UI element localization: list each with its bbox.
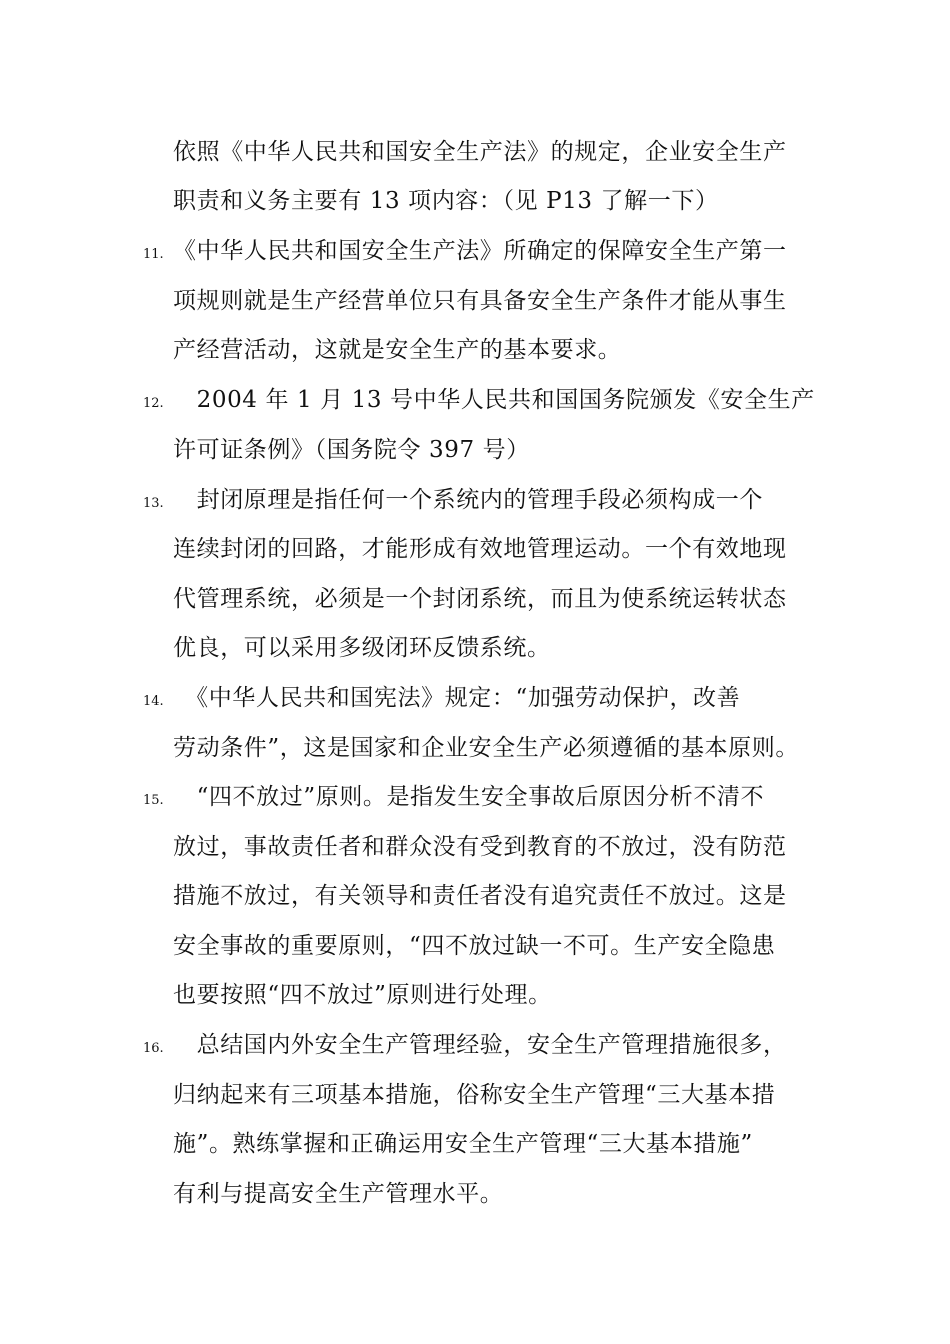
item-line: 连续封闭的回路，才能形成有效地管理运动。一个有效地现	[173, 536, 787, 562]
item-number: 16.	[143, 1041, 164, 1056]
item-line: 归纳起来有三项基本措施，俗称安全生产管理“三大基本措	[173, 1082, 776, 1108]
item-line: 劳动条件”，这是国家和企业安全生产必须遵循的基本原则。	[173, 735, 799, 761]
item-line: 产经营活动，这就是安全生产的基本要求。	[173, 337, 622, 363]
item-number: 13.	[143, 496, 164, 511]
item-number: 11.	[143, 247, 164, 262]
item-line: 封闭原理是指任何一个系统内的管理手段必须构成一个	[173, 487, 763, 513]
item-number: 15.	[143, 793, 164, 808]
item-line: 施”。熟练掌握和正确运用安全生产管理“三大基本措施”	[173, 1131, 753, 1157]
intro-line: 职责和义务主要有 13 项内容：（见 P13 了解一下）	[173, 188, 719, 214]
item-line: 有利与提高安全生产管理水平。	[173, 1181, 504, 1207]
item-line: 优良，可以采用多级闭环反馈系统。	[173, 635, 551, 661]
item-line: “四不放过”原则。是指发生安全事故后原因分析不清不	[173, 784, 765, 810]
item-number: 14.	[143, 694, 164, 709]
item-line: 许可证条例》（国务院令 397 号）	[173, 437, 530, 463]
item-line: 《中华人民共和国安全生产法》所确定的保障安全生产第一	[173, 238, 787, 264]
item-line: 2004 年 1 月 13 号中华人民共和国国务院颁发《安全生产	[173, 387, 815, 413]
item-line: 安全事故的重要原则，“四不放过缺一不可。生产安全隐患	[173, 933, 776, 959]
item-line: 措施不放过，有关领导和责任者没有追究责任不放过。这是	[173, 883, 787, 909]
item-line: 项规则就是生产经营单位只有具备安全生产条件才能从事生	[173, 288, 787, 314]
item-line: 放过，事故责任者和群众没有受到教育的不放过，没有防范	[173, 834, 787, 860]
item-number: 12.	[143, 396, 164, 411]
item-line: 《中华人民共和国宪法》规定：“加强劳动保护，改善	[173, 685, 741, 711]
intro-line: 依照《中华人民共和国安全生产法》的规定，企业安全生产	[173, 139, 787, 165]
item-line: 也要按照“四不放过”原则进行处理。	[173, 982, 552, 1008]
item-line: 代管理系统，必须是一个封闭系统，而且为使系统运转状态	[173, 586, 787, 612]
item-line: 总结国内外安全生产管理经验，安全生产管理措施很多，	[173, 1032, 787, 1058]
